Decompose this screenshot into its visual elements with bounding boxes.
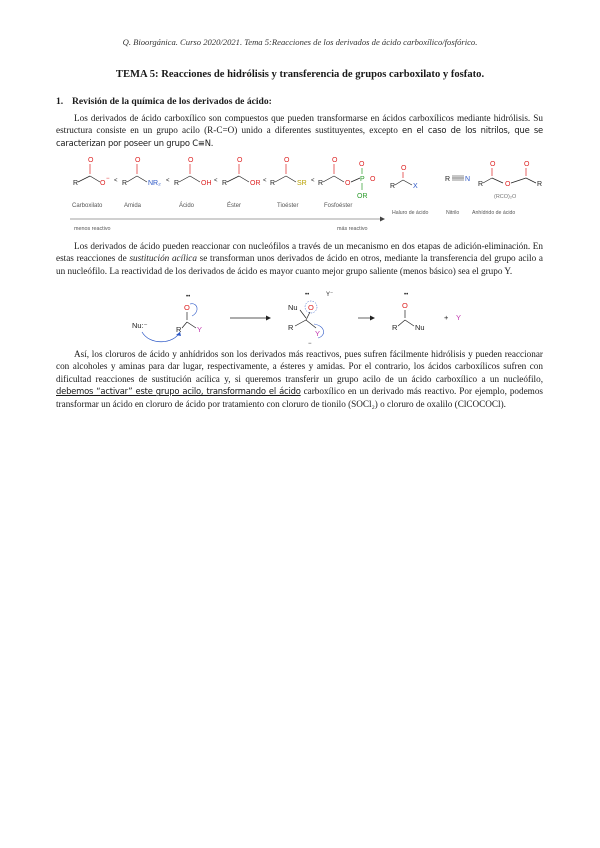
label-acid-halide: Haluro de ácido (392, 210, 429, 216)
lone-pair-dots: •• (404, 292, 409, 298)
section-heading (56, 96, 272, 107)
atom-nu: Nu (415, 323, 425, 332)
more-reactive-label: más reactivo (337, 226, 368, 232)
atom-o: O (332, 157, 338, 164)
label-thioester: Tioéster (277, 203, 299, 209)
label-phosphoester: Fosfoéster (324, 203, 353, 209)
acid-structure (174, 157, 212, 187)
atom-o: O (402, 301, 408, 310)
atom-o: O (135, 157, 141, 164)
atom-or: OR (357, 193, 368, 200)
atom-r: R (122, 180, 128, 187)
less-than: < (263, 178, 267, 184)
atom-oh: OH (201, 180, 212, 187)
phosphoester-structure (318, 157, 376, 200)
atom-nr2: NR₂ (148, 180, 161, 187)
less-than: < (166, 178, 170, 184)
atom-o: O (524, 161, 530, 168)
label-carboxylate: Carboxilato (72, 203, 103, 209)
running-header: Q. Bioorgánica. Curso 2020/2021. Tema 5:Reacciones de los derivados de ácido carboxílico/fosfórico. (122, 37, 478, 47)
atom-r: R (174, 180, 180, 187)
label-ester: Éster (227, 203, 242, 209)
atom-o: O (284, 157, 290, 164)
plus-sign: + (444, 313, 449, 322)
atom-sr: SR (297, 180, 307, 187)
mechanism-figure (130, 290, 500, 346)
thioester-structure (270, 157, 307, 187)
section-number: 1. (56, 96, 64, 107)
acid-derivatives-figure (62, 152, 552, 236)
atom-r: R (478, 181, 484, 188)
para3-text-a: Así, los cloruros de ácido y anhídridos son los derivados más reactivos, pues sufren fácilmente hidrólisis y pueden reaccionar con alcoholes y aminas para dar lugar, respectivamente, a ésteres y amidas. Por el contrario, los ácidos carboxílicos sufren con dificultad reacciones de sustitución acílica y, si queremos transferir un grupo acilo de un ácido carboxílico a un nucleófilo, (56, 349, 543, 384)
atom-r: R (176, 325, 182, 334)
attack-arrow (142, 332, 180, 342)
atom-y: Y (315, 329, 321, 338)
atom-o: O (359, 161, 365, 168)
atom-r: R (445, 176, 451, 183)
atom-r: R (537, 181, 543, 188)
less-than: < (114, 178, 118, 184)
atom-x: X (413, 183, 418, 190)
section-title: Revisión de la química de los derivados de ácido: (72, 96, 272, 107)
charge-minus: − (106, 176, 110, 182)
atom-o: O (184, 303, 190, 312)
para3-underlined: debemos “activar” este grupo acilo, transformando el ácido (56, 386, 301, 397)
atom-r: R (392, 323, 398, 332)
atom-o: O (188, 157, 194, 164)
atom-o: O (100, 180, 106, 187)
anhydride-structure (478, 161, 542, 188)
atom-o: O (88, 157, 94, 164)
atom-p: P (360, 176, 365, 183)
paragraph-2 (56, 240, 543, 277)
lone-pair-dots: •• (186, 294, 191, 300)
atom-o: O (345, 180, 351, 187)
page-title: TEMA 5: Reacciones de hidrólisis y transferencia de grupos carboxilato y fosfato. (115, 69, 485, 80)
paragraph-1 (56, 112, 543, 149)
label-anhydride: Anhídrido de ácido (472, 210, 516, 216)
less-than: < (311, 178, 315, 184)
atom-r: R (318, 180, 324, 187)
para1-text: Los derivados de ácido carboxílico son compuestos que pueden transformarse en ácidos carboxílicos mediante hidrólisis. Su estructura consiste en un grupo acilo (R-C=O) unido a diferentes sustituyentes, excepto (56, 113, 543, 136)
less-reactive-label: menos reactivo (74, 226, 111, 232)
atom-y: Y (197, 325, 203, 334)
atom-nu: Nu (288, 303, 298, 312)
para1-tail: en el caso de los nitrilos, que se caracterizan por poseer un grupo C≡N. (56, 125, 543, 148)
atom-o: O (401, 165, 407, 172)
nitrile-structure (445, 176, 470, 183)
atom-o: O (505, 181, 511, 188)
nucleophile: Nu:⁻ (132, 321, 148, 330)
acid-halide-structure (390, 165, 418, 190)
para3-text-b: carboxílico en un derivado más reactivo. Por ejemplo, podemos transformar un ácido en cloruro de ácido por tratamiento con cloruro de tionilo (SOCl₂) o cloruro de oxalilo (ClCOCOCl). (56, 386, 543, 409)
carboxylate-structure (73, 157, 110, 187)
label-amide: Amida (124, 203, 142, 209)
atom-n: N (465, 176, 471, 183)
atom-r: R (73, 180, 79, 187)
label-acid: Ácido (179, 203, 195, 209)
atom-r: R (270, 180, 276, 187)
charge-minus: − (308, 341, 312, 347)
para2-text-a: Los derivados de ácido pueden reaccionar con nucleófilos a través de un mecanismo en dos etapas de adición-eliminación. En estas reacciones de (56, 241, 543, 264)
lone-pair-dots: •• (305, 292, 310, 298)
atom-r: R (288, 323, 294, 332)
atom-o: O (490, 161, 496, 168)
ester-structure (222, 157, 261, 187)
leaving-group: Y (456, 313, 462, 322)
atom-or: OR (250, 180, 261, 187)
atom-o: O (308, 303, 314, 312)
atom-o: O (237, 157, 243, 164)
charge-minus: Y⁻ (326, 292, 334, 298)
atom-r: R (390, 183, 396, 190)
anhydride-formula: (RCO)₂O (494, 194, 517, 200)
label-nitrile: Nitrilo (446, 210, 460, 216)
amide-structure (122, 157, 161, 187)
atom-o: O (370, 176, 376, 183)
para2-italic: sustitución acílica (129, 253, 197, 264)
paragraph-3 (56, 348, 543, 410)
less-than: < (214, 178, 218, 184)
atom-r: R (222, 180, 228, 187)
para2-text-b: se transforman unos derivados de ácido en otros, mediante la transferencia del grupo acilo a un nucleófilo. La reactividad de los derivados de ácido es mayor cuanto mejor grupo saliente (menos básico) sea el grupo Y. (56, 253, 543, 276)
